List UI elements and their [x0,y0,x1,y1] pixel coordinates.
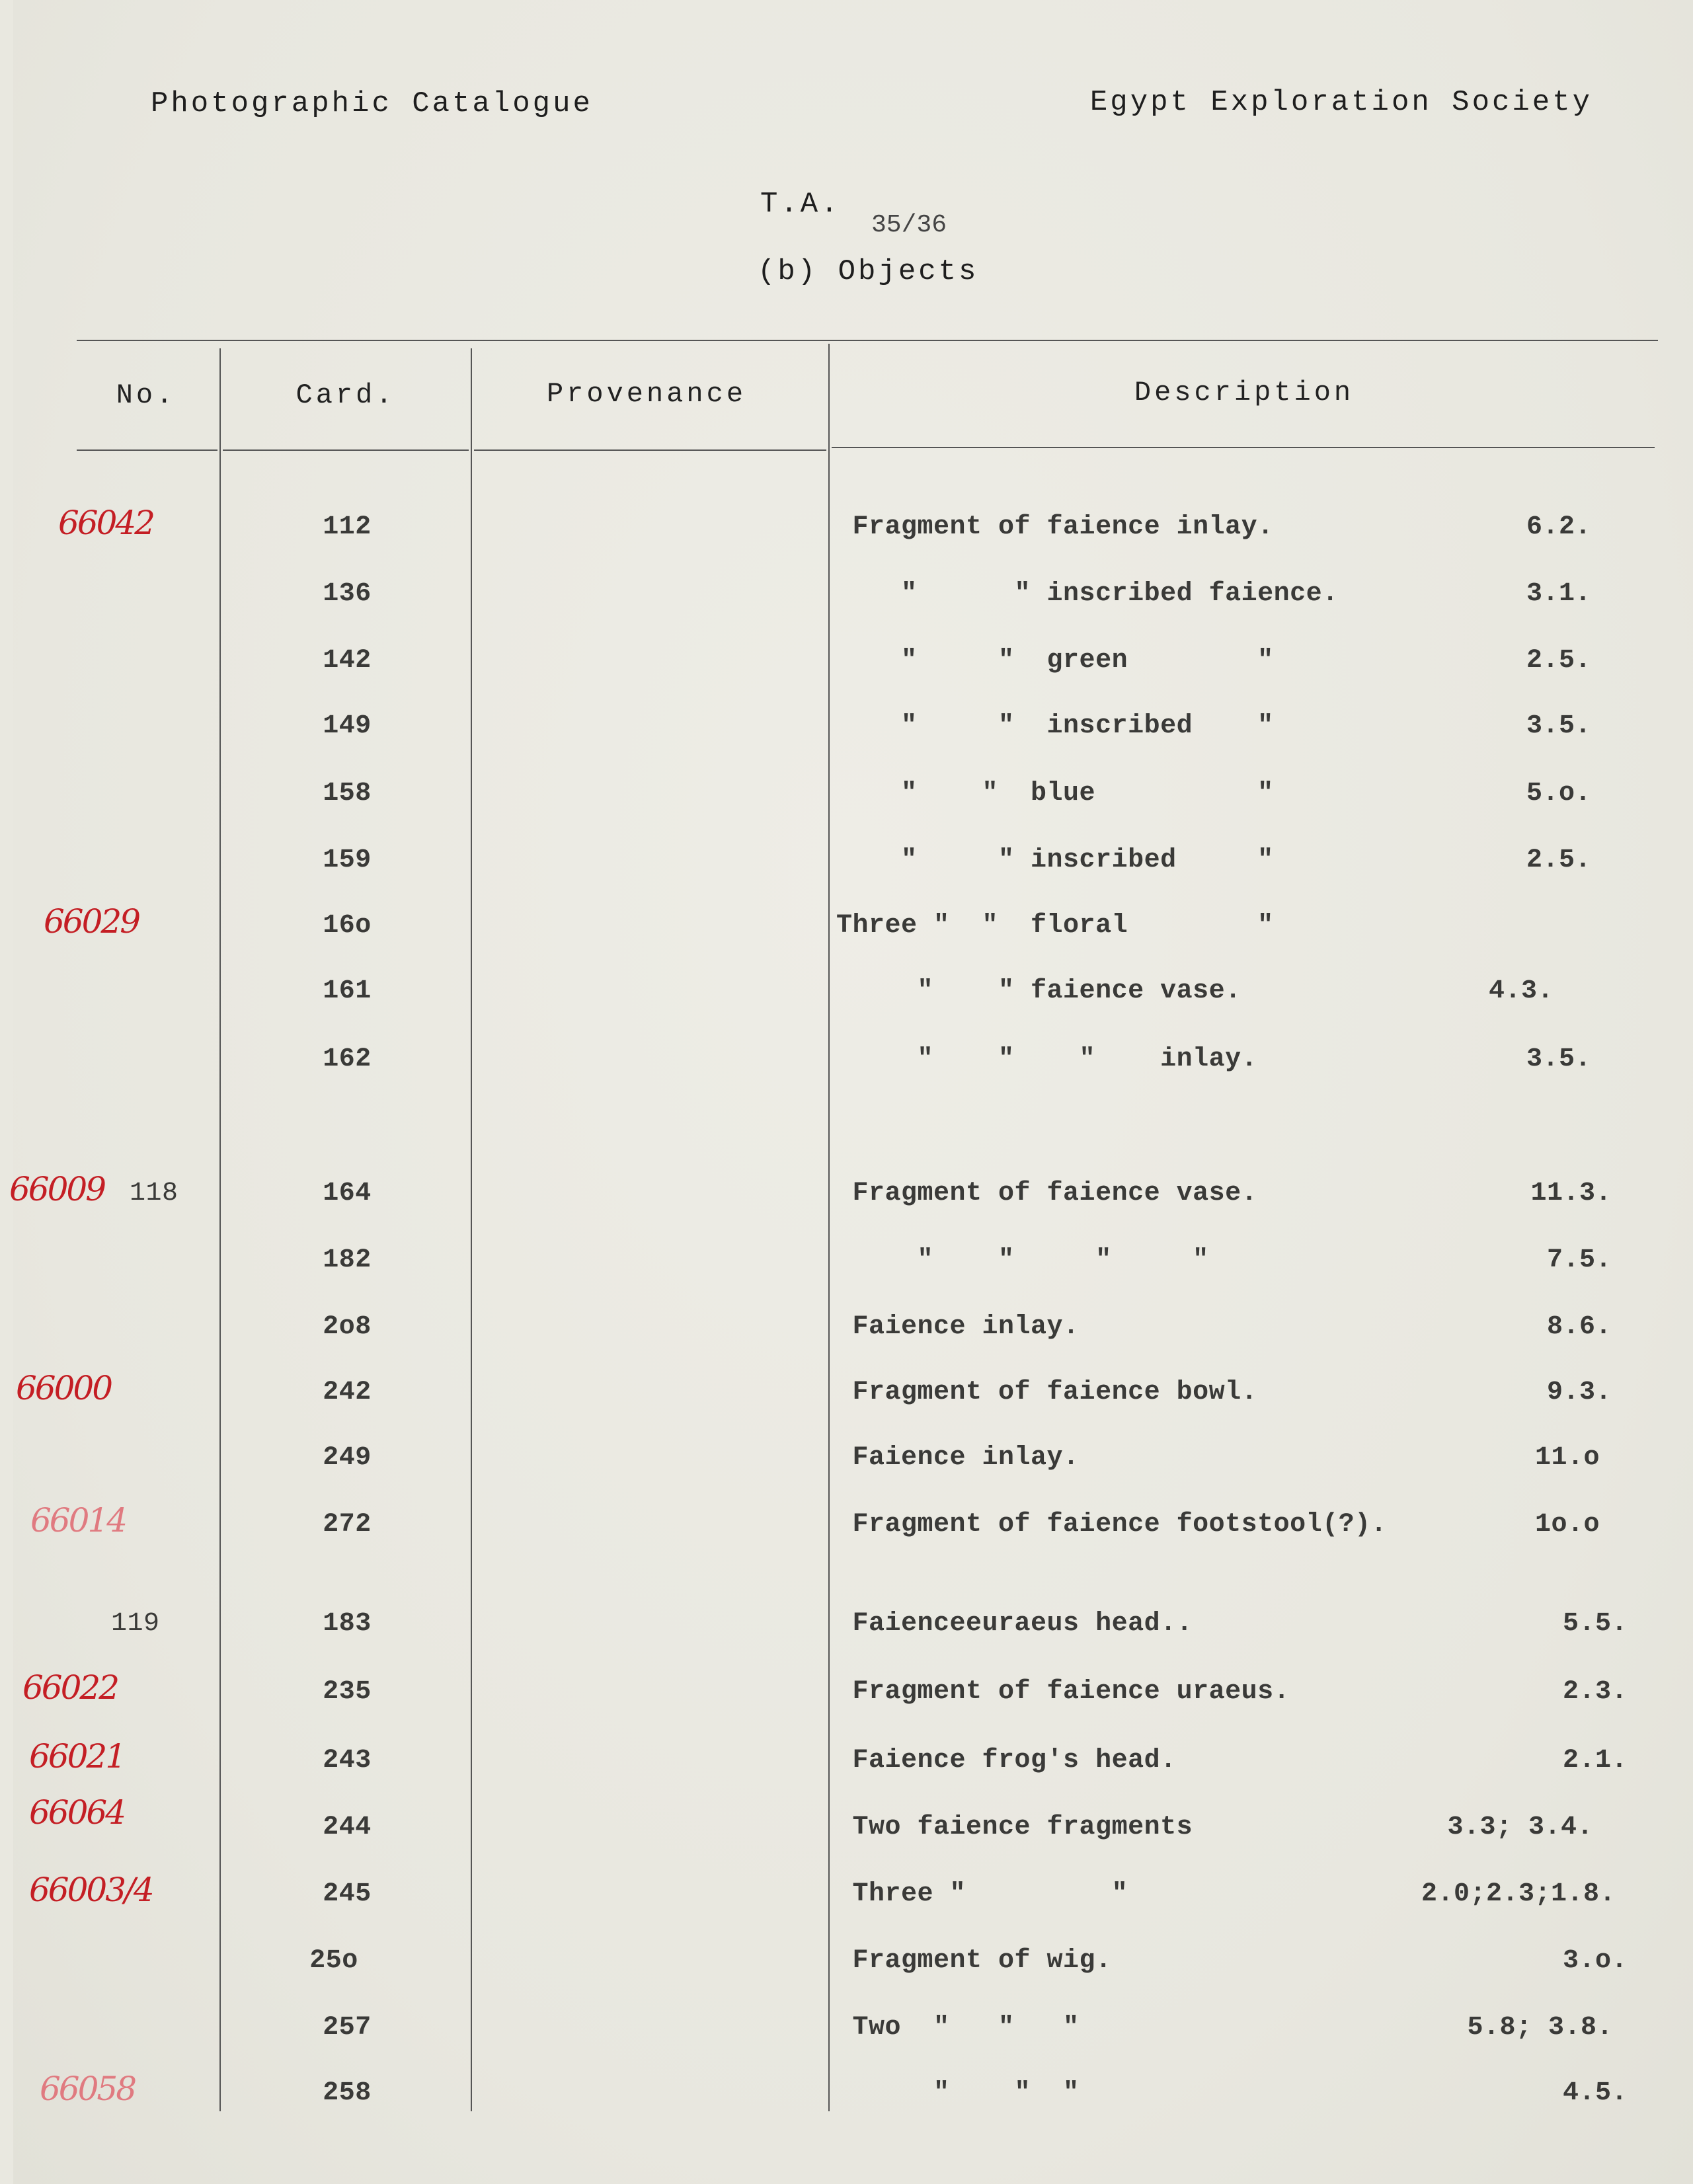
measurement: 2.5. [1526,845,1591,875]
season: 35/36 [871,211,947,239]
measurement: 7.5. [1546,1245,1612,1275]
card-number: 245 [323,1879,372,1909]
card-number: 159 [323,845,372,875]
handwritten-object-number: 66000 [16,1369,112,1407]
card-number: 242 [323,1378,372,1407]
description: Fragment of faience inlay. [836,512,1274,542]
description: " " green " [836,646,1274,676]
header-rule [223,449,469,451]
column-header-provenance: Provenance [546,378,747,410]
column-divider [219,348,221,2111]
society-name: Egypt Exploration Society [1089,86,1593,119]
typed-number: 118 [130,1179,178,1208]
measurement: 2.0;2.3;1.8. [1421,1879,1616,1909]
handwritten-object-number: 66014 [30,1501,126,1540]
measurement: 2.5. [1526,646,1591,676]
description: " " inscribed faience. [836,579,1339,609]
card-number: 164 [323,1179,372,1208]
measurement: 3.3; 3.4. [1447,1813,1593,1842]
site-code: T.A. [760,188,841,221]
description: Fragment of faience bowl. [836,1378,1258,1407]
measurement: 5.8; 3.8. [1467,2013,1613,2043]
measurement: 11.o [1534,1443,1600,1473]
description: " " inscribed " [836,845,1274,875]
description: " " " [836,2078,1080,2108]
description: Two faience fragments [836,1813,1193,1842]
card-number: 2o8 [323,1312,372,1342]
measurement: 3.1. [1526,579,1591,609]
column-divider [828,344,830,2111]
description: Faience frog's head. [836,1746,1177,1775]
card-number: 244 [323,1813,372,1842]
measurement: 6.2. [1526,512,1591,542]
handwritten-object-number: 66003/4 [29,1871,153,1909]
card-number: 136 [323,579,372,609]
measurement: 2.1. [1562,1746,1628,1775]
measurement: 4.5. [1562,2078,1628,2108]
card-number: 149 [323,711,372,741]
measurement: 4.3. [1488,976,1554,1006]
column-header-no: No. [116,379,177,411]
description: Fragment of faience uraeus. [836,1677,1290,1707]
handwritten-object-number: 66042 [58,504,154,542]
description: " " blue " [836,779,1274,808]
column-header-card: Card. [295,379,396,411]
description: " " faience vase. [836,976,1241,1006]
header-rule [832,447,1655,448]
card-number: 158 [323,779,372,808]
description: Faienceeuraeus head.. [836,1609,1193,1639]
card-number: 235 [323,1677,372,1707]
handwritten-object-number: 66021 [29,1737,125,1775]
measurement: 8.6. [1546,1312,1612,1342]
card-number: 258 [323,2078,372,2108]
description: " " " inlay. [836,1044,1258,1074]
card-number: 257 [323,2013,372,2043]
measurement: 3.5. [1526,711,1591,741]
handwritten-object-number: 66009 [9,1170,105,1208]
card-number: 183 [323,1609,372,1639]
measurement: 5.o. [1526,779,1591,808]
catalogue-title: Photographic Catalogue [151,87,593,120]
description: Faience inlay. [836,1312,1080,1342]
description: Fragment of faience footstool(?). [836,1510,1388,1540]
handwritten-object-number: 66058 [40,2070,136,2108]
description: " " inscribed " [836,711,1274,741]
handwritten-object-number: 66029 [44,902,139,941]
handwritten-object-number: 66022 [22,1668,118,1707]
card-number: 16o [323,911,372,941]
measurement: 9.3. [1546,1378,1612,1407]
measurement: 3.5. [1526,1044,1591,1074]
section-title: (b) Objects [758,255,979,288]
column-divider [471,348,472,2111]
description: Faience inlay. [836,1443,1080,1473]
measurement: 3.o. [1562,1946,1628,1976]
measurement: 2.3. [1562,1677,1628,1707]
card-number: 161 [323,976,372,1006]
document-page [13,0,1693,2184]
description: " " " " [836,1245,1209,1275]
measurement: 11.3. [1530,1179,1612,1208]
card-number: 249 [323,1443,372,1473]
description: Three " " [836,1879,1128,1909]
card-number: 162 [323,1044,372,1074]
description: Two " " " [836,2013,1080,2043]
card-number: 112 [323,512,372,542]
card-number: 25o [309,1946,358,1976]
measurement: 5.5. [1562,1609,1628,1639]
handwritten-object-number: 66064 [29,1793,125,1832]
column-header-description: Description [1134,377,1355,409]
description: Three " " floral " [836,911,1274,941]
header-rule [77,449,217,451]
description: Fragment of faience vase. [836,1179,1258,1208]
header-rule [474,449,826,451]
measurement: 1o.o [1534,1510,1600,1540]
table-top-rule [77,340,1658,341]
card-number: 142 [323,646,372,676]
description: Fragment of wig. [836,1946,1112,1976]
typed-number: 119 [111,1609,160,1639]
card-number: 272 [323,1510,372,1540]
card-number: 243 [323,1746,372,1775]
card-number: 182 [323,1245,372,1275]
